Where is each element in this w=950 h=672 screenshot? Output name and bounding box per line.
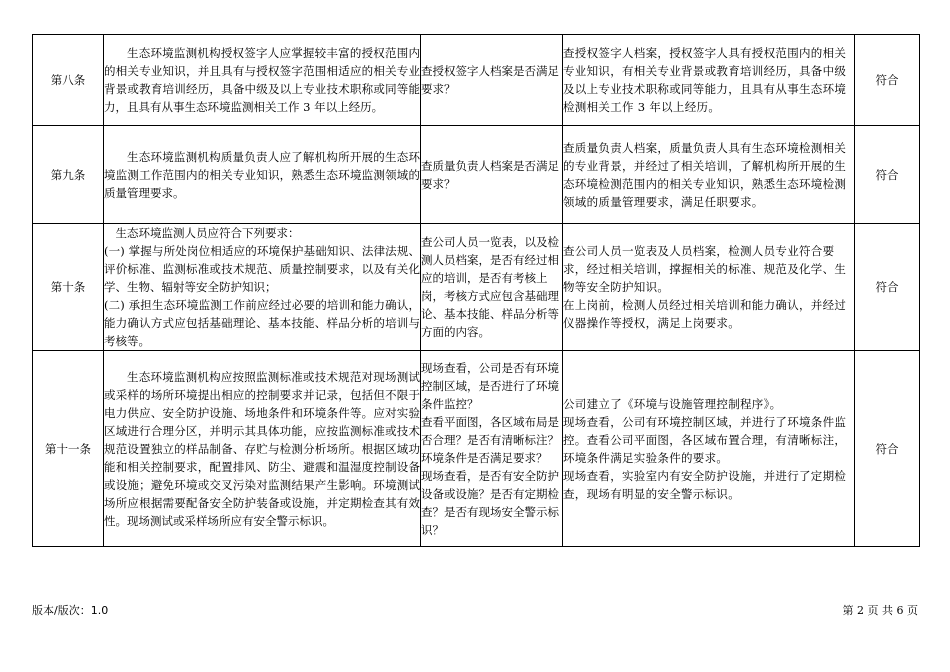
check-method-cell: [421, 126, 563, 224]
audit-table: [32, 34, 920, 547]
finding-text: 查授权签字人档案，授权签字人具有授权范围内的相关专业知识，有相关专业背景或教育培训经历，具备中级及以上专业技术职称或同等能力，且具有从事生态环境检测相关工作 3 年以上经历。: [563, 46, 847, 114]
finding-cell: [563, 126, 855, 224]
requirement-text: 生态环境监测机构授权签字人应掌握较丰富的授权范围内的相关专业知识，并且具有与授权签字范围相适应的相关专业背景或教育培训经历，具备中级及以上专业技术职称或同等能力，且具有从事生态环境监测相关工作 3 年以上经历。: [104, 46, 420, 114]
finding-text: 现场查看，公司有环境控制区域，并进行了环境条件监控。查看公司平面图，各区域布置合理，有清晰标注，环境条件满足实验条件的要求。: [563, 414, 847, 465]
check-method-text: 查公司人员一览表，以及检测人员档案，是否有经过相应的培训，是否有考核上岗，考核方式应包含基础理论、基本技能、样品分析等方面的内容。: [421, 235, 559, 339]
check-method-cell: [421, 224, 563, 351]
requirement-text: (二) 承担生态环境监测工作前应经过必要的培训和能力确认，能力确认方式应包括基础理论、基本技能、样品分析的培训与考核等。: [104, 298, 420, 348]
article-cell: 第九条: [33, 126, 104, 224]
finding-text: 查公司人员一览表及人员档案，检测人员专业符合要求，经过相关培训，撑握相关的标准、规范及化学、生物等安全防护知识。: [563, 244, 847, 294]
requirement-cell: [104, 126, 421, 224]
check-method-text: 查质量负责人档案是否满足要求？: [421, 158, 559, 191]
table-row: [33, 35, 920, 126]
check-method-text: 现场查看，公司是否有环境控制区域，是否进行了环境条件监控？: [421, 360, 559, 411]
requirement-text: 生态环境监测机构应按照监测标准或技术规范对现场测试或采样的场所环境提出相应的控制要求并记录，包括但不限于电力供应、安全防护设施、场地条件和环境条件等。应对实验区域进行合理分区，并明示其具体功能，应按监测标准或技术规范设置独立的样品制备、存贮与检测分析场所。根据区域功能和相关控制要求，配置排风、防尘、避震和温湿度控制设备或设施；避免环境或交叉污染对监测结果产生影响。环境测试场所应根据需要配备安全防护装备或设施，并定期检查其有效性。现场测试或采样场所应有安全警示标识。: [104, 369, 420, 528]
requirement-cell: [104, 35, 421, 126]
result-cell: 符合: [855, 224, 920, 351]
requirement-text: (一) 掌握与所处岗位相适应的环境保护基础知识、法律法规、评价标准、监测标准或技术规范、质量控制要求，以及有关化学、生物、辐射等安全防护知识；: [104, 244, 420, 294]
finding-cell: [563, 224, 855, 351]
article-cell: 第十条: [33, 224, 104, 351]
check-method-text: 现场查看，是否有安全防护设备或设施？是否有定期检查？是否有现场安全警示标识？: [421, 468, 559, 537]
requirement-cell: [104, 224, 421, 351]
check-method-cell: [421, 35, 563, 126]
article-cell: 第八条: [33, 35, 104, 126]
table-row: [33, 224, 920, 351]
finding-cell: [563, 351, 855, 547]
finding-text: 查质量负责人档案，质量负责人具有生态环境检测相关的专业背景，并经过了相关培训，了解机构所开展的生态环境检测范围内的相关专业知识，熟悉生态环境检测领域的质量管理要求，满足任职要求。: [563, 140, 847, 209]
article-cell: 第十一条: [33, 351, 104, 547]
check-method-text: 查看平面图，各区域布局是否合理？是否有清晰标注？环境条件是否满足要求？: [421, 414, 559, 465]
table-row: [33, 126, 920, 224]
finding-cell: [563, 35, 855, 126]
table-row: [33, 351, 920, 547]
result-cell: 符合: [855, 35, 920, 126]
finding-text: 在上岗前，检测人员经过相关培训和能力确认，并经过仪器操作等授权，满足上岗要求。: [563, 298, 847, 330]
result-cell: 符合: [855, 351, 920, 547]
requirement-text: 生态环境监测人员应符合下列要求：: [115, 226, 300, 240]
check-method-text: 查授权签字人档案是否满足要求？: [421, 64, 559, 96]
version-label: 版本/版次：1.0: [32, 604, 109, 617]
check-method-cell: [421, 351, 563, 547]
finding-text: 公司建立了《环境与设施管理控制程序》。: [563, 396, 782, 411]
page-number: 第 2 页 共 6 页: [842, 604, 918, 617]
result-cell: 符合: [855, 126, 920, 224]
finding-text: 现场查看，实验室内有安全防护设施，并进行了定期检查，现场有明显的安全警示标识。: [563, 468, 847, 501]
requirement-cell: [104, 351, 421, 547]
requirement-text: 生态环境监测机构质量负责人应了解机构所开展的生态环境监测工作范围内的相关专业知识，熟悉生态环境监测领域的质量管理要求。: [104, 149, 420, 200]
